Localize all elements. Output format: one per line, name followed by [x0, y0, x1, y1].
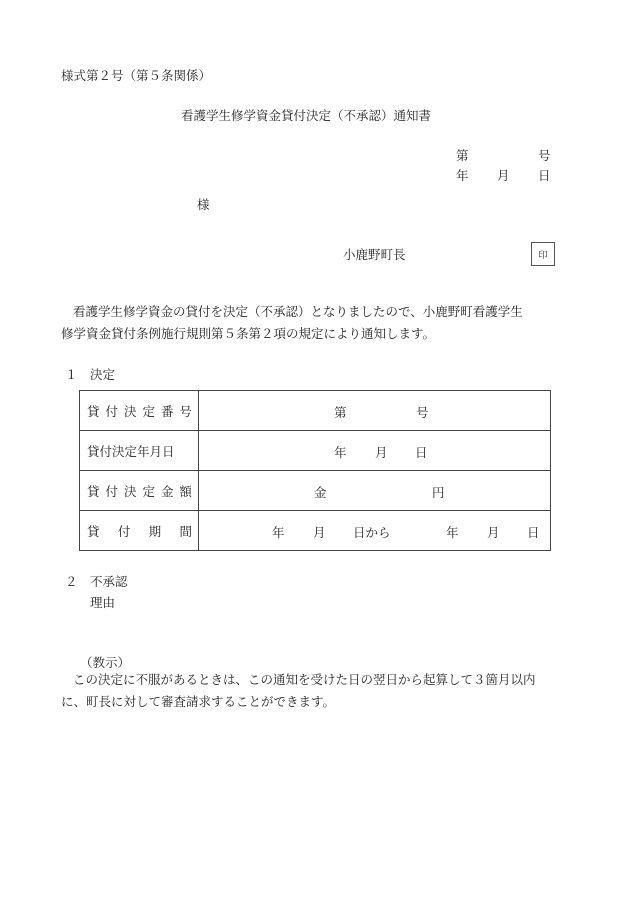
notice-title: （教示） — [80, 655, 131, 670]
value-loan-period — [199, 511, 551, 551]
body-line-2: 修学資金貸付条例施行規則第５条第２項の規定により通知します。 — [61, 326, 436, 341]
amount-kin: 金 — [314, 485, 327, 500]
period-end-month: 月 — [487, 525, 500, 540]
value-loan-decision-date — [199, 431, 551, 471]
reason-label: 理由 — [90, 595, 116, 610]
date-month: 月 — [375, 445, 388, 460]
period-start-month: 月 — [313, 525, 326, 540]
table-row-amount — [80, 471, 551, 511]
notice-line-1: この決定に不服があるときは、この通知を受けた日の翌日から起算して３箇月以内 — [73, 672, 536, 687]
addressee-suffix: 様 — [197, 197, 210, 212]
period-end-day: 日 — [527, 525, 540, 540]
label-loan-period: 貸 付 期 間 — [80, 511, 199, 551]
document-title: 看護学生修学資金貸付決定（不承認）通知書 — [181, 108, 432, 123]
period-start-day-from: 日から — [353, 525, 391, 540]
seal-stamp-box: 印 — [531, 242, 555, 266]
number-dai: 第 — [334, 405, 347, 420]
date-year: 年 — [334, 445, 347, 460]
value-loan-decision-amount — [199, 471, 551, 511]
doc-date-day: 日 — [538, 168, 551, 183]
section2-number: ２ — [65, 574, 78, 589]
body-paragraph — [61, 301, 576, 345]
notice-paragraph — [61, 669, 576, 713]
doc-number-dai: 第 — [456, 148, 469, 163]
table-row-period — [80, 511, 551, 551]
doc-date-month: 月 — [497, 168, 510, 183]
section2-label: 不承認 — [90, 574, 128, 589]
form-number: 様式第２号（第５条関係） — [61, 68, 212, 83]
label-loan-decision-amount: 貸 付 決 定 金 額 — [80, 471, 199, 511]
amount-yen: 円 — [432, 485, 445, 500]
label-loan-decision-date: 貸付決定年月日 — [80, 431, 199, 471]
table-row-date — [80, 431, 551, 471]
body-line-1: 看護学生修学資金の貸付を決定（不承認）となりましたので、小鹿野町看護学生 — [73, 304, 523, 319]
doc-date-year: 年 — [456, 168, 469, 183]
period-end-year: 年 — [446, 525, 459, 540]
decision-table — [79, 390, 551, 551]
doc-number-go: 号 — [538, 148, 551, 163]
issuer-name: 小鹿野町長 — [343, 247, 406, 262]
section1-number: １ — [65, 367, 78, 382]
section1-label: 決定 — [90, 367, 116, 382]
date-day: 日 — [415, 445, 428, 460]
table-row-number — [80, 391, 551, 431]
label-loan-decision-number: 貸 付 決 定 番 号 — [80, 391, 199, 431]
number-go: 号 — [416, 405, 429, 420]
notice-line-2: に、町長に対して審査請求することができます。 — [61, 694, 336, 709]
value-loan-decision-number — [199, 391, 551, 431]
period-start-year: 年 — [272, 525, 285, 540]
